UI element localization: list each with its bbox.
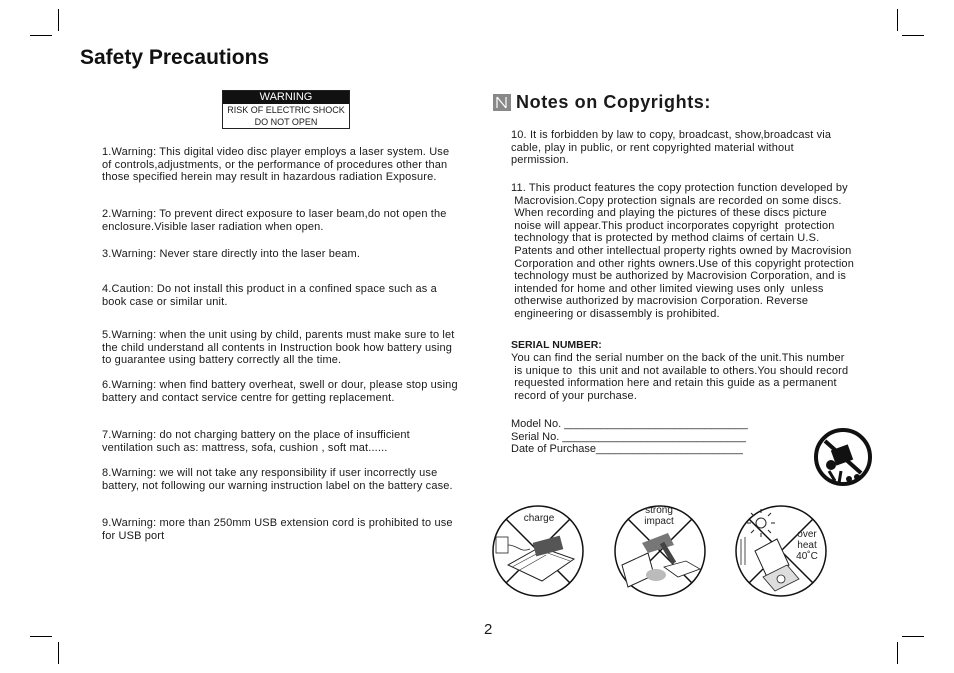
purchase-date-field: Date of Purchase________________________ — [511, 443, 743, 455]
page-number: 2 — [484, 621, 493, 638]
text-line: permission. — [511, 154, 569, 167]
text-line: intended for home and other limited viewing uses only unless — [511, 282, 824, 295]
warning-label-header: WARNING — [223, 91, 349, 104]
text-line: otherwise authorized by macrovision Corporation. Reverse — [511, 295, 809, 308]
crop-mark — [58, 9, 59, 31]
warning-label-line: DO NOT OPEN — [254, 117, 318, 127]
serial-number-field: Serial No. ______________________________ — [511, 431, 746, 443]
warning-paragraph: 9.Warning: more than 250mm USB extension cord is prohibited to use for USB port — [102, 517, 453, 542]
copyright-note-10 — [511, 129, 887, 167]
warning-label-line: RISK OF ELECTRIC SHOCK — [227, 105, 345, 115]
warning-paragraph: 6.Warning: when find battery overheat, swell or dour, please stop using battery and contact service centre for getting replacement. — [102, 379, 458, 404]
text-line: When recording and playing the pictures of these discs picture — [511, 207, 827, 220]
warning-paragraph: 8.Warning: we will not take any responsibility if user incorrectly use battery, not following our warning instruction label on the battery case. — [102, 467, 453, 492]
copyright-heading — [516, 92, 711, 113]
warning-paragraph: 1.Warning: This digital video disc player employs a laser system. Use of controls,adjustments, or the performance of procedures other than those specified herein may result in hazardous radiation Exposure. — [102, 146, 450, 184]
overheat-label-line: over — [797, 529, 817, 540]
text-line: requested information here and retain this guide as a permanent — [511, 377, 837, 390]
text-line: Corporation and other rights owners.Use of this copyright protection — [511, 257, 854, 270]
text-line: Patents and other intellectual property rights owned by Macrovision — [511, 244, 852, 257]
text-line: noise will appear.This product incorporates copyright protection — [511, 219, 835, 232]
text-line: engineering or disassembly is prohibited. — [511, 307, 720, 320]
text-line: technology must be authorized by Macrovision Corporation, and is — [511, 270, 847, 283]
text-line: record of your purchase. — [511, 389, 638, 402]
serial-number-label: SERIAL NUMBER: — [511, 339, 602, 351]
impact-label — [636, 505, 682, 527]
overheat-label — [790, 529, 824, 562]
warning-paragraph: 4.Caution: Do not install this product in a confined space such as a book case or similar unit. — [102, 283, 437, 308]
text-line: Macrovision.Copy protection signals are recorded on some discs. — [511, 194, 842, 207]
text-line: is unique to this unit and not available to others.You should record — [511, 364, 849, 377]
copyright-note-11 — [511, 182, 887, 321]
text-line: cable, play in public, or rent copyrighted material without — [511, 141, 794, 154]
warning-label-box — [222, 90, 350, 129]
notes-icon — [493, 94, 511, 111]
warning-paragraph: 7.Warning: do not charging battery on the place of insufficient ventilation such as: mattress, sofa, cushion , soft mat...... — [102, 429, 410, 454]
overheat-label-line: heat — [797, 540, 817, 551]
model-number-field: Model No. ______________________________ — [511, 418, 748, 430]
text-line: technology that is protected by method claims of certain U.S. — [511, 232, 820, 245]
crop-mark — [897, 9, 898, 31]
impact-label-line: strong — [645, 505, 673, 516]
cart-tip-over-warning-icon — [813, 427, 873, 487]
text-line: 11. This product features the copy protection function developed by — [511, 182, 848, 194]
crop-mark — [897, 642, 898, 664]
impact-label-line: impact — [644, 516, 674, 527]
copyright-heading-text: Notes on Copyrights: — [516, 92, 711, 112]
crop-mark — [30, 35, 52, 36]
crop-mark — [902, 35, 924, 36]
warning-paragraph: 2.Warning: To prevent direct exposure to laser beam,do not open the enclosure.Visible laser radiation when open. — [102, 208, 447, 233]
crop-mark — [30, 636, 52, 637]
text-line: You can find the serial number on the back of the unit.This number — [511, 352, 845, 364]
warning-paragraph: 5.Warning: when the unit using by child, parents must make sure to let the child understand all contents in Instruction book how battery using to guarantee using battery correctly all the time. — [102, 329, 455, 367]
warning-paragraph: 3.Warning: Never stare directly into the laser beam. — [102, 248, 361, 260]
crop-mark — [58, 642, 59, 664]
charge-label: charge — [523, 513, 555, 524]
text-line: 10. It is forbidden by law to copy, broadcast, show,broadcast via — [511, 129, 832, 141]
serial-number-paragraph — [511, 352, 887, 402]
overheat-label-line: 40˚C — [796, 551, 818, 562]
page-title: Safety Precautions — [80, 46, 270, 69]
crop-mark — [902, 636, 924, 637]
